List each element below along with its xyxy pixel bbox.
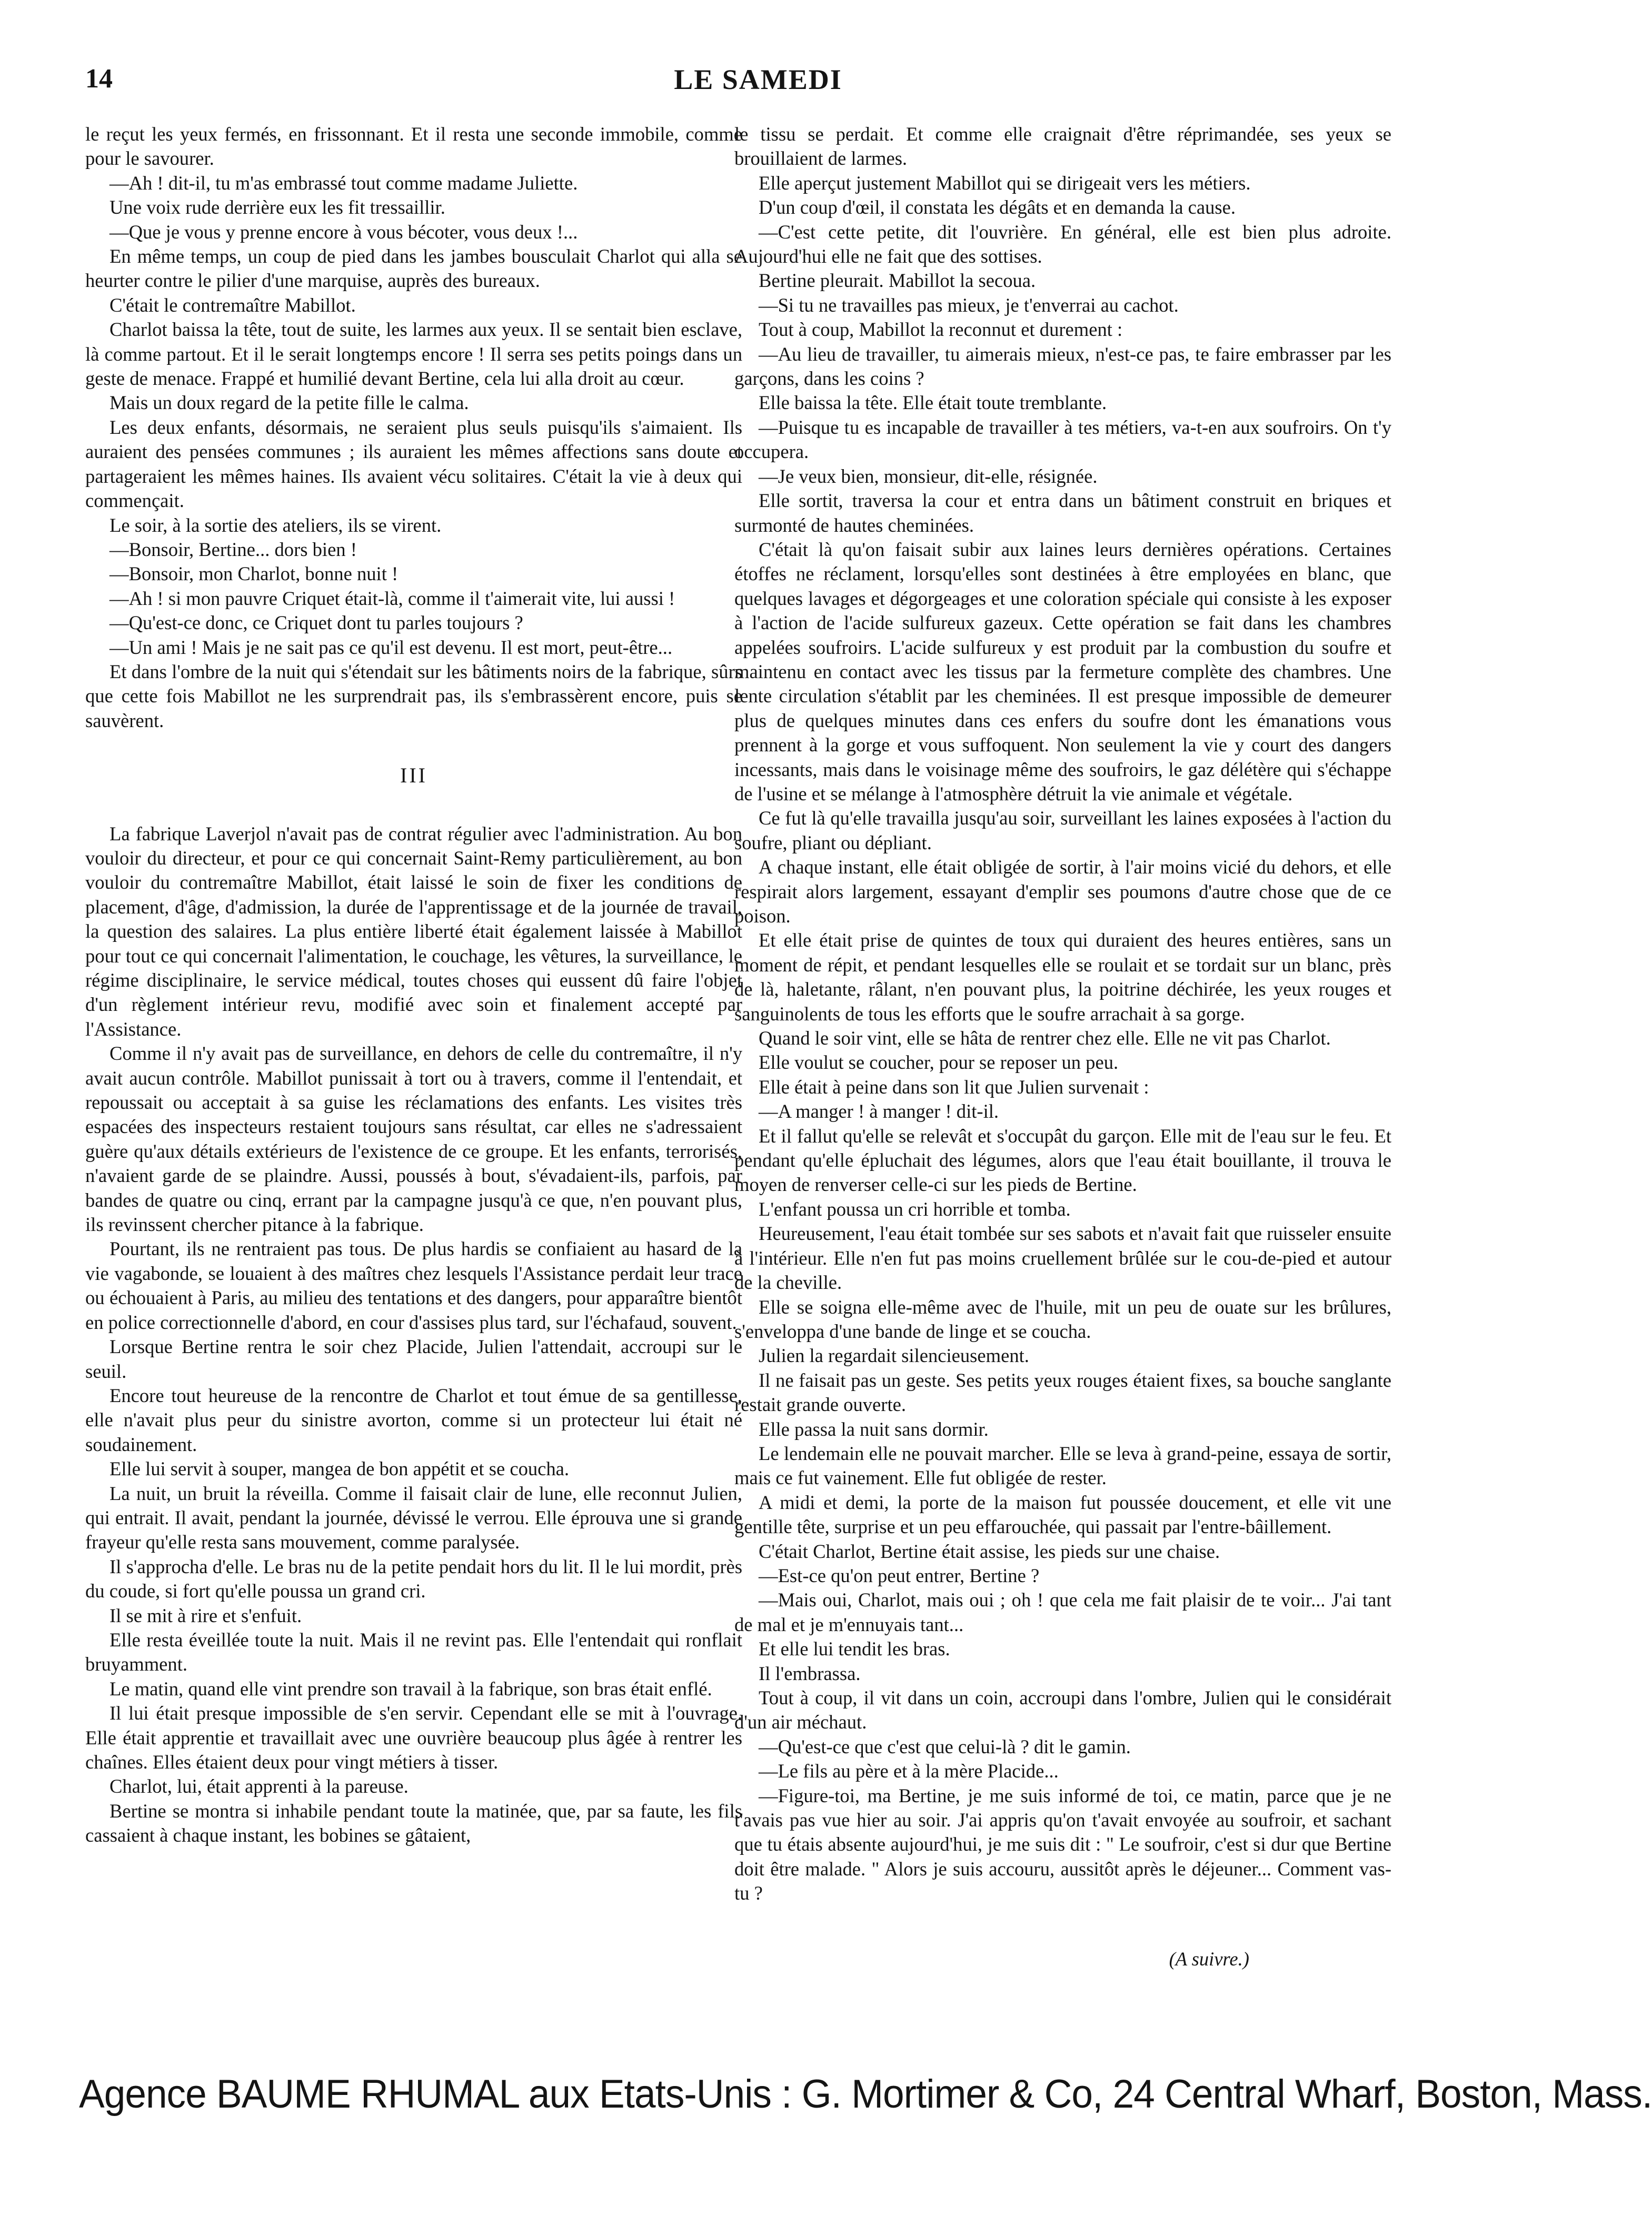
paragraph: Encore tout heureuse de la rencontre de Charlot et tout émue de sa gentillesse, elle n'avait plus peur du sinistre avorton, comme si un protecteur lui était né soudainement.	[85, 1384, 742, 1455]
paragraph: Il lui était presque impossible de s'en servir. Cependant elle se mit à l'ouvrage. Elle était apprentie et travaillait avec une ouvrière beaucoup plus âgée à rentrer les chaînes. Elles étaient deux pour vingt métiers à tisser.	[85, 1702, 742, 1773]
paragraph: Il se mit à rire et s'enfuit.	[110, 1604, 302, 1626]
paragraph: Et il fallut qu'elle se relevât et s'occupât du garçon. Elle mit de l'eau sur le feu. Et pendant qu'elle épluchait des légumes, alors que l'eau était bouillante, il trouva le moyen de renverser celle-ci sur les pieds de Bertine.	[734, 1125, 1391, 1196]
paragraph: A midi et demi, la porte de la maison fut poussée doucement, et elle vit une gentille tête, surprise et un peu effarouchée, qui passait par l'entre-bâillement.	[734, 1491, 1391, 1538]
paragraph: Il s'approcha d'elle. Le bras nu de la petite pendait hors du lit. Il le lui mordit, près du coude, si fort qu'elle poussa un grand cri.	[85, 1555, 742, 1602]
right-column-text	[734, 122, 1391, 1906]
paragraph: A chaque instant, elle était obligée de sortir, à l'air moins vicié du dehors, et elle respirait alors largement, essayant d'emplir ses poumons d'autre chose que de ce poison.	[734, 856, 1391, 927]
paragraph: Le matin, quand elle vint prendre son travail à la fabrique, son bras était enflé.	[110, 1677, 712, 1700]
paragraph: —Bonsoir, mon Charlot, bonne nuit !	[110, 563, 399, 585]
paragraph: En même temps, un coup de pied dans les jambes bousculait Charlot qui alla se heurter contre le pilier d'une marquise, auprès des bureaux.	[85, 245, 742, 292]
paragraph: Tout à coup, il vit dans un coin, accroupi dans l'ombre, Julien qui le considérait d'un air méchaut.	[734, 1687, 1391, 1733]
paragraph: —Un ami ! Mais je ne sait pas ce qu'il est devenu. Il est mort, peut-être...	[110, 636, 673, 658]
paragraph: La nuit, un bruit la réveilla. Comme il faisait clair de lune, elle reconnut Julien, qui entrait. Il avait, pendant la journée, dévissé le verrou. Elle éprouva une si grande frayeur qu'elle resta sans mouvement, comme paralysée.	[85, 1482, 742, 1553]
paragraph: C'était là qu'on faisait subir aux laines leurs dernières opérations. Certaines étoffes ne réclament, lorsqu'elles sont destinées à être employées en blanc, que quelques lavages et dégorgeages et une coloration spéciale qui consiste à les exposer à l'action de l'acide sulfureux gazeux. Cette opération se fait dans les chambres appelées soufroirs. L'acide sulfureux y est produit par la combustion du soufre et maintenu en contact avec les tissus par la fermeture complète des chambres. Une lente circulation s'établit par les cheminées. Il est presque impossible de demeurer plus de quelques minutes dans ces enfers du soufre dont les émanations vous prennent à la gorge et vous suffoquent. Non seulement la vie y court des dangers incessants, mais dans le voisinage même des soufroirs, le gaz délétère qui s'échappe de l'usine et se mélange à l'atmosphère détruit la vie animale et végétale.	[734, 538, 1391, 804]
paragraph: —Je veux bien, monsieur, dit-elle, résignée.	[759, 465, 1098, 487]
paragraph: Julien la regardait silencieusement.	[759, 1345, 1029, 1367]
paragraph: le tissu se perdait. Et comme elle craignait d'être réprimandée, ses yeux se brouillaient de larmes.	[734, 123, 1391, 170]
paragraph: Tout à coup, Mabillot la reconnut et durement :	[759, 319, 1123, 341]
paragraph: —Le fils au père et à la mère Placide...	[759, 1760, 1059, 1782]
paragraph: —Au lieu de travailler, tu aimerais mieux, n'est-ce pas, te faire embrasser par les garçons, dans les coins ?	[734, 343, 1391, 390]
paragraph: —Si tu ne travailles pas mieux, je t'enverrai au cachot.	[759, 294, 1179, 316]
paragraph: C'était le contremaître Mabillot.	[110, 294, 356, 316]
paragraph: Il ne faisait pas un geste. Ses petits yeux rouges étaient fixes, sa bouche sanglante restait grande ouverte.	[734, 1369, 1391, 1416]
paragraph: —A manger ! à manger ! dit-il.	[759, 1100, 999, 1123]
paragraph: Quand le soir vint, elle se hâta de rentrer chez elle. Elle ne vit pas Charlot.	[759, 1027, 1331, 1049]
paragraph: L'enfant poussa un cri horrible et tomba.	[759, 1198, 1071, 1220]
paragraph: Charlot, lui, était apprenti à la pareuse.	[110, 1775, 409, 1797]
paragraph: Elle resta éveillée toute la nuit. Mais il ne revint pas. Elle l'entendait qui ronflait bruyamment.	[85, 1628, 742, 1675]
page-number: 14	[85, 64, 113, 94]
section-heading: III	[400, 763, 427, 788]
left-column-continued-text	[85, 822, 742, 1848]
paragraph: Bertine pleurait. Mabillot la secoua.	[759, 270, 1036, 292]
paragraph: Et elle était prise de quintes de toux qui duraient des heures entières, sans un moment de répit, et pendant lesquelles elle se roulait et se tordait sur un blanc, près de là, haletante, râlant, n'en pouvant plus, la poitrine déchirée, les yeux rouges et sanguinolents de tous les efforts que le soufre arrachait à sa gorge.	[734, 929, 1391, 1025]
running-title: LE SAMEDI	[674, 64, 842, 95]
paragraph: —Que je vous y prenne encore à vous bécoter, vous deux !...	[110, 221, 578, 243]
paragraph: Mais un doux regard de la petite fille le calma.	[110, 392, 469, 414]
paragraph: Elle lui servit à souper, mangea de bon appétit et se coucha.	[110, 1458, 570, 1480]
paragraph: Heureusement, l'eau était tombée sur ses sabots et n'avait fait que ruisseler ensuite à l'intérieur. Elle n'en fut pas moins cruellement brûlée sur le cou-de-pied et autour de la cheville.	[734, 1223, 1391, 1294]
left-column	[85, 122, 742, 1848]
paragraph: Bertine se montra si inhabile pendant toute la matinée, que, par sa faute, les fils cassaient à chaque instant, les bobines se gâtaient,	[85, 1800, 742, 1846]
paragraph: —Figure-toi, ma Bertine, je me suis informé de toi, ce matin, parce que je ne t'avais pas vue hier au soir. J'ai appris qu'on t'avait envoyée au soufroir, et sachant que tu étais absente aujourd'hui, je me suis dit : " Le soufroir, c'est si dur que Bertine doit être malade. " Alors je suis accouru, aussitôt après le déjeuner... Comment vas-tu ?	[734, 1784, 1391, 1904]
paragraph: —Puisque tu es incapable de travailler à tes métiers, va-t-en aux soufroirs. On t'y occupera.	[734, 416, 1391, 463]
paragraph: —Ah ! dit-il, tu m'as embrassé tout comme madame Juliette.	[110, 172, 578, 194]
paragraph: Elle baissa la tête. Elle était toute tremblante.	[759, 392, 1107, 414]
paragraph: —Bonsoir, Bertine... dors bien !	[110, 538, 357, 560]
paragraph: Lorsque Bertine rentra le soir chez Placide, Julien l'attendait, accroupi sur le seuil.	[85, 1336, 742, 1382]
left-column-text	[85, 122, 742, 733]
paragraph: Une voix rude derrière eux les fit tressaillir.	[110, 196, 445, 218]
paragraph: Il l'embrassa.	[759, 1662, 861, 1684]
paragraph: —C'est cette petite, dit l'ouvrière. En général, elle est bien plus adroite. Aujourd'hui elle ne fait que des sottises.	[734, 221, 1391, 267]
paragraph: Ce fut là qu'elle travailla jusqu'au soir, surveillant les laines exposées à l'action du soufre, pliant ou dépliant.	[734, 807, 1391, 853]
paragraph: —Qu'est-ce que c'est que celui-là ? dit le gamin.	[759, 1735, 1131, 1757]
right-column	[734, 122, 1391, 1971]
paragraph: Le soir, à la sortie des ateliers, ils se virent.	[110, 514, 442, 536]
paragraph: C'était Charlot, Bertine était assise, les pieds sur une chaise.	[759, 1540, 1220, 1562]
advertisement-banner: Agence BAUME RHUMAL aux Etats-Unis : G. Mortimer & Co, 24 Central Wharf, Boston, Mass.	[79, 2072, 1652, 2117]
paragraph: Le lendemain elle ne pouvait marcher. Elle se leva à grand-peine, essaya de sortir, mais ce fut vainement. Elle fut obligée de rester.	[734, 1442, 1391, 1489]
paragraph: Et dans l'ombre de la nuit qui s'étendait sur les bâtiments noirs de la fabrique, sûrs que cette fois Mabillot ne les surprendrait pas, ils s'embrassèrent encore, puis se sauvèrent.	[85, 660, 742, 731]
paragraph: —Est-ce qu'on peut entrer, Bertine ?	[759, 1564, 1040, 1586]
paragraph: Elle voulut se coucher, pour se reposer un peu.	[759, 1051, 1119, 1074]
paragraph: —Mais oui, Charlot, mais oui ; oh ! que cela me fait plaisir de te voir... J'ai tant de mal et je m'ennuyais tant...	[734, 1589, 1391, 1635]
paragraph: le reçut les yeux fermés, en frissonnant. Et il resta une seconde immobile, comme pour le savourer.	[85, 123, 742, 170]
paragraph: —Ah ! si mon pauvre Criquet était-là, comme il t'aimerait vite, lui aussi !	[110, 587, 675, 609]
paragraph: Les deux enfants, désormais, ne seraient plus seuls puisqu'ils s'aimaient. Ils auraient des pensées communes ; ils auraient les mêmes affections sans doute et partageraient les mêmes haines. Ils avaient vécu solitaires. C'était la vie à deux qui commençait.	[85, 416, 742, 512]
paragraph: Elle passa la nuit sans dormir.	[759, 1418, 989, 1440]
paragraph: Charlot baissa la tête, tout de suite, les larmes aux yeux. Il se sentait bien esclave, là comme partout. Et il le serait longtemps encore ! Il serra ses petits poings dans un geste de menace. Frappé et humilié devant Bertine, cela lui alla droit au cœur.	[85, 319, 742, 390]
paragraph: D'un coup d'œil, il constata les dégâts et en demanda la cause.	[759, 196, 1236, 218]
paragraph: Elle se soigna elle-même avec de l'huile, mit un peu de ouate sur les brûlures, s'enveloppa d'une bande de linge et se coucha.	[734, 1296, 1391, 1342]
paragraph: Elle sortit, traversa la cour et entra dans un bâtiment construit en briques et surmonté de hautes cheminées.	[734, 490, 1391, 536]
paragraph: Elle était à peine dans son lit que Julien survenait :	[759, 1076, 1149, 1098]
paragraph: Comme il n'y avait pas de surveillance, en dehors de celle du contremaître, il n'y avait aucun contrôle. Mabillot punissait à tort ou à travers, comme il l'entendait, et repoussait ou acceptait à sa guise les réclamations des enfants. Les visites très espacées des inspecteurs restaient toujours sans résultat, car elles ne s'adressaient guère qu'aux détails extérieurs de l'existence de ce groupe. Et les enfants, terrorisés, n'avaient garde de se plaindre. Aussi, poussés à bout, s'évadaient-ils, parfois, par bandes de quatre ou cinq, errant par la campagne jusqu'à ce que, n'en pouvant plus, ils revinssent chercher pitance à la fabrique.	[85, 1042, 742, 1236]
paragraph: Pourtant, ils ne rentraient pas tous. De plus hardis se confiaient au hasard de la vie vagabonde, se louaient à des maîtres chez lesquels l'Assistance perdait leur trace ou échouaient à Paris, au milieu des tentations et des dangers, pour apparaître bientôt en police correctionnelle d'abord, en cour d'assises plus tard, sur l'échafaud, souvent.	[85, 1238, 742, 1333]
paragraph: La fabrique Laverjol n'avait pas de contrat régulier avec l'administration. Au bon vouloir du directeur, et pour ce qui concernait Saint-Remy particulièrement, au bon vouloir du contremaître Mabillot, était laissé le soin de fixer les conditions de placement, d'âge, d'admission, la durée de l'apprentissage et de la journée de travail, la question des salaires. La plus entière liberté était également laissée à Mabillot pour tout ce qui concernait l'alimentation, le couchage, les vêtures, la surveillance, le régime disciplinaire, le service médical, toutes choses qui eussent dû faire l'objet d'un règlement intérieur revu, modifié avec soin et finalement accepté par l'Assistance.	[85, 822, 742, 1040]
paragraph: Elle aperçut justement Mabillot qui se dirigeait vers les métiers.	[759, 172, 1251, 194]
paragraph: Et elle lui tendit les bras.	[759, 1638, 950, 1660]
to-be-continued: (A suivre.)	[1169, 1948, 1249, 1970]
paragraph: —Qu'est-ce donc, ce Criquet dont tu parles toujours ?	[110, 612, 523, 634]
